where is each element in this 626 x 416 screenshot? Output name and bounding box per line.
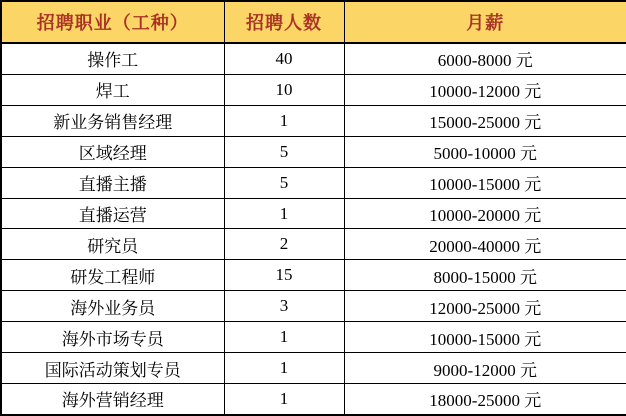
cell-position: 直播运营	[1, 198, 224, 229]
table-row	[1, 198, 626, 229]
column-header-position: 招聘职业（工种）	[1, 1, 224, 43]
table-row	[1, 167, 626, 198]
cell-position: 新业务销售经理	[1, 105, 224, 136]
cell-salary: 18000-25000 元	[344, 383, 626, 415]
cell-count: 2	[224, 229, 344, 260]
table-row	[1, 43, 626, 74]
table-row	[1, 383, 626, 415]
table-row	[1, 74, 626, 105]
cell-position: 研究员	[1, 229, 224, 260]
cell-salary: 10000-15000 元	[344, 322, 626, 353]
cell-count: 1	[224, 353, 344, 384]
table-row	[1, 322, 626, 353]
cell-position: 操作工	[1, 43, 224, 74]
table-row	[1, 260, 626, 291]
cell-salary: 5000-10000 元	[344, 136, 626, 167]
cell-position: 区域经理	[1, 136, 224, 167]
table-row	[1, 291, 626, 322]
cell-position: 研发工程师	[1, 260, 224, 291]
cell-count: 1	[224, 322, 344, 353]
cell-count: 15	[224, 260, 344, 291]
table-row	[1, 136, 626, 167]
cell-salary: 10000-20000 元	[344, 198, 626, 229]
cell-count: 3	[224, 291, 344, 322]
cell-salary: 9000-12000 元	[344, 353, 626, 384]
column-header-count: 招聘人数	[224, 1, 344, 43]
cell-count: 40	[224, 43, 344, 74]
cell-salary: 15000-25000 元	[344, 105, 626, 136]
cell-salary: 6000-8000 元	[344, 43, 626, 74]
cell-salary: 20000-40000 元	[344, 229, 626, 260]
cell-position: 国际活动策划专员	[1, 353, 224, 384]
cell-count: 1	[224, 198, 344, 229]
cell-salary: 10000-15000 元	[344, 167, 626, 198]
cell-count: 5	[224, 136, 344, 167]
table-row	[1, 105, 626, 136]
cell-count: 10	[224, 74, 344, 105]
cell-position: 焊工	[1, 74, 224, 105]
cell-position: 直播主播	[1, 167, 224, 198]
cell-count: 1	[224, 383, 344, 415]
table-header-row	[1, 1, 626, 43]
cell-count: 5	[224, 167, 344, 198]
cell-position: 海外业务员	[1, 291, 224, 322]
table-row	[1, 229, 626, 260]
cell-salary: 12000-25000 元	[344, 291, 626, 322]
table-row	[1, 353, 626, 384]
cell-count: 1	[224, 105, 344, 136]
cell-salary: 10000-12000 元	[344, 74, 626, 105]
cell-salary: 8000-15000 元	[344, 260, 626, 291]
cell-position: 海外市场专员	[1, 322, 224, 353]
cell-position: 海外营销经理	[1, 383, 224, 415]
table-body	[1, 43, 626, 415]
column-header-salary: 月薪	[344, 1, 626, 43]
